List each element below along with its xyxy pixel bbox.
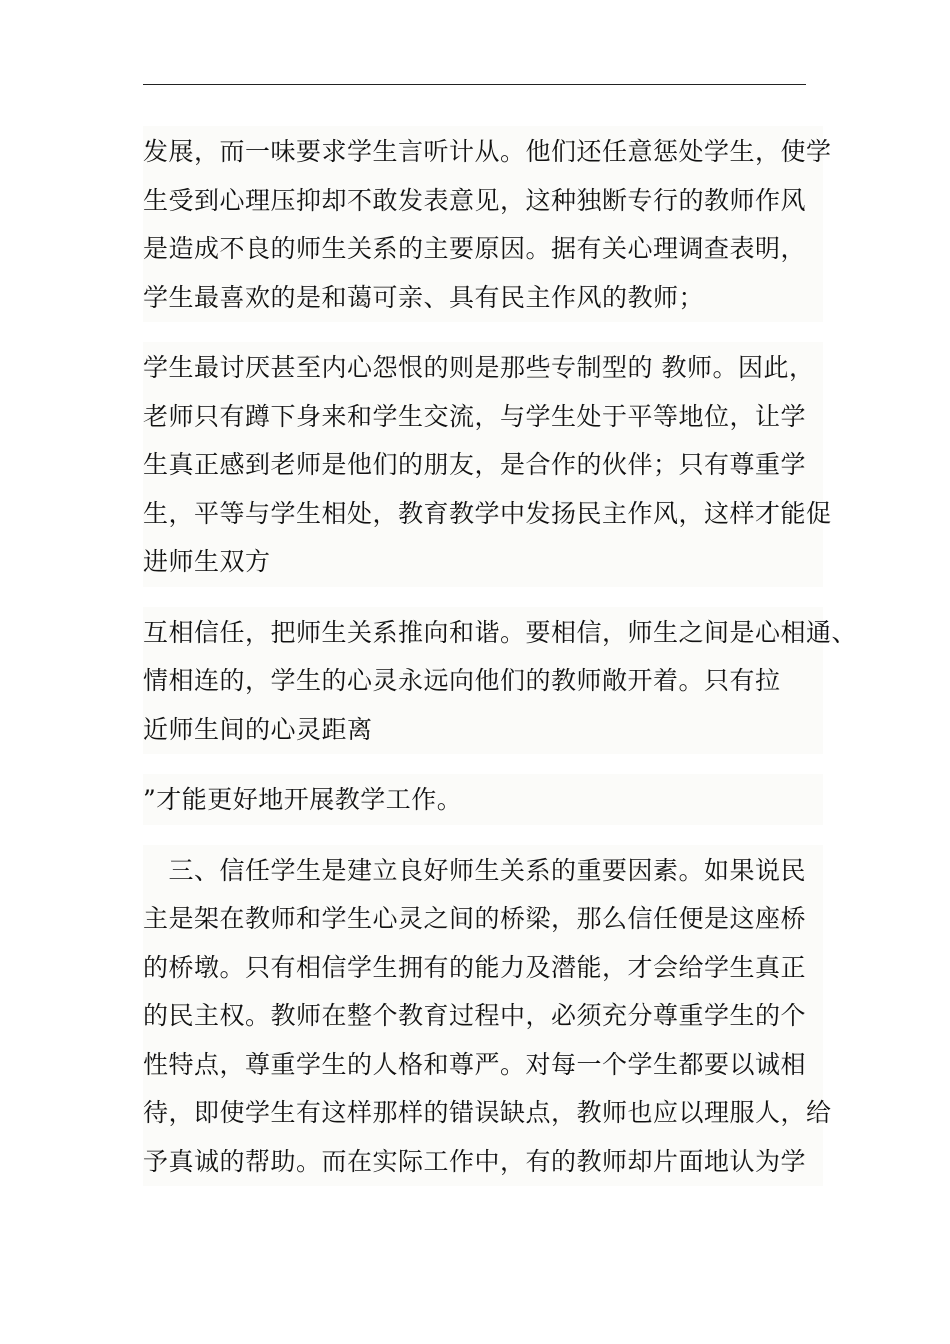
text-line: 的民主权。教师在整个教育过程中，必须充分尊重学生的个	[143, 1001, 807, 1030]
text-line: ”才能更好地开展教学工作。	[143, 785, 463, 814]
text-line: 生，平等与学生相处，教育教学中发扬民主作风，这样才能促	[143, 498, 832, 528]
paragraph	[143, 607, 858, 755]
text-line: 近师生间的心灵距离	[143, 714, 373, 744]
text-line: 情相连的，学生的心灵永远向他们的教师敞开着。只有拉	[143, 666, 781, 695]
paragraph	[143, 845, 832, 1187]
text-line: 是造成不良的师生关系的主要原因。据有关心理调查表明，	[143, 234, 807, 263]
text-line: 发展，而一味要求学生言听计从。他们还任意惩处学生，使学	[143, 137, 832, 166]
text-line: 待，即使学生有这样那样的错误缺点，教师也应以理服人，给	[143, 1098, 832, 1127]
paragraph	[143, 126, 832, 322]
text-line: 进师生双方	[143, 547, 271, 576]
text-line: 生受到心理压抑却不敢发表意见，这种独断专行的教师作风	[143, 185, 807, 215]
document-body	[143, 126, 858, 1186]
paragraph	[143, 342, 832, 587]
text-line: 三、信任学生是建立良好师生关系的重要因素。如果说民	[143, 855, 807, 885]
text-line: 互相信任，把师生关系推向和谐。要相信，师生之间是心相通、	[143, 617, 858, 647]
text-line: 主是架在教师和学生心灵之间的桥梁，那么信任便是这座桥	[143, 904, 807, 933]
text-line: 予真诚的帮助。而在实际工作中，有的教师却片面地认为学	[143, 1146, 807, 1176]
header-rule	[143, 84, 806, 85]
text-line: 老师只有蹲下身来和学生交流，与学生处于平等地位，让学	[143, 401, 807, 431]
text-line: 学生最喜欢的是和蔼可亲、具有民主作风的教师；	[143, 282, 705, 312]
text-line: 性特点，尊重学生的人格和尊严。对每一个学生都要以诚相	[143, 1049, 807, 1079]
text-line: 的桥墩。只有相信学生拥有的能力及潜能，才会给学生真正	[143, 952, 807, 982]
text-line: 生真正感到老师是他们的朋友，是合作的伙伴；只有尊重学	[143, 450, 807, 479]
paragraph	[143, 774, 823, 825]
text-line: 学生最讨厌甚至内心怨恨的则是那些专制型的 教师。因此，	[143, 353, 815, 382]
